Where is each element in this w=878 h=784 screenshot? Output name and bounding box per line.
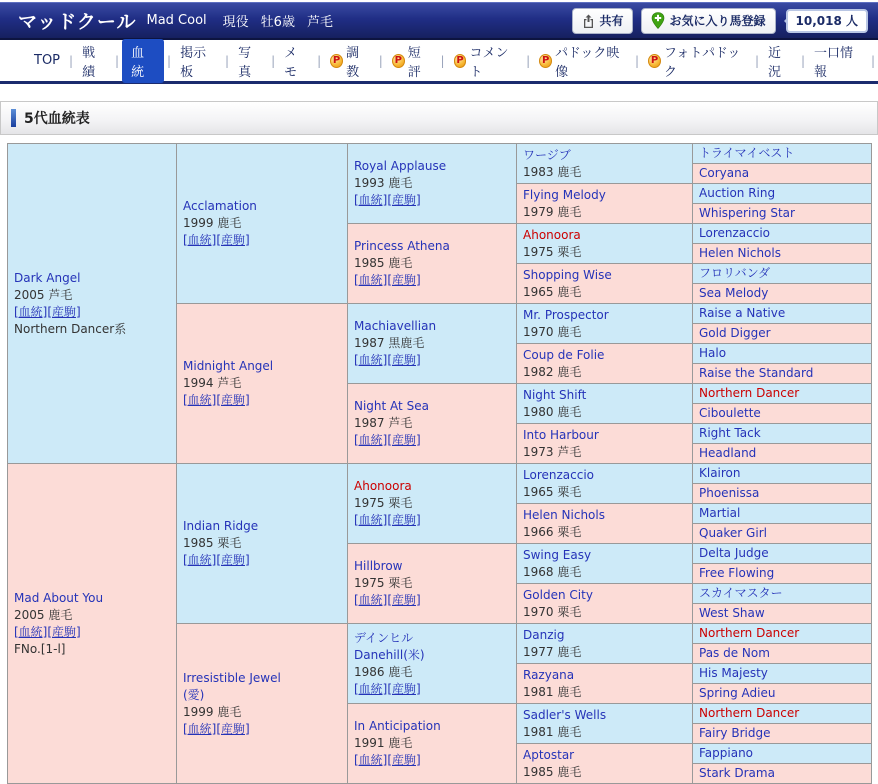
horse-links <box>183 392 345 409</box>
pedigree-cell-gen5 <box>693 284 872 304</box>
pedigree-cell-gen4 <box>517 384 693 424</box>
section-header <box>0 101 878 135</box>
offspring-link[interactable]: [産駒] <box>387 513 421 527</box>
pedigree-cell-gen5 <box>693 164 872 184</box>
nav-tab-comment[interactable]: P コメント <box>448 39 524 83</box>
pedigree-cell-gen5 <box>693 484 872 504</box>
horse-year-coat: 1975 栗毛 <box>523 244 582 259</box>
horse-name-link[interactable]: Raise a Native <box>699 306 786 320</box>
horse-sex-age: 牡6歳 <box>260 15 295 30</box>
horse-name-link[interactable]: Right Tack <box>699 426 761 440</box>
pedigree-cell-gen4 <box>517 504 693 544</box>
pedigree-cell-gen5 <box>693 564 872 584</box>
horse-name-link[interactable]: His Majesty <box>699 666 768 680</box>
pedigree-cell-gen5 <box>693 184 872 204</box>
premium-icon: P <box>392 54 405 68</box>
pedigree-cell-gen5 <box>693 544 872 564</box>
horse-year-coat: 1983 鹿毛 <box>523 164 582 179</box>
horse-name-link[interactable]: Lorenzaccio <box>699 226 770 240</box>
nav-tab-paddock-video[interactable]: P パドック映像 <box>533 39 632 83</box>
nav-separator: | <box>800 53 806 68</box>
nav-separator: | <box>754 53 760 68</box>
horse-name-link[interactable]: Pas de Nom <box>699 646 770 660</box>
horse-name-ja: マッドクール <box>18 11 137 33</box>
nav-tab-results[interactable]: 戦績 <box>82 45 96 80</box>
pedigree-cell-gen5 <box>693 644 872 664</box>
pedigree-cell-gen4 <box>517 144 693 184</box>
horse-header <box>0 2 878 40</box>
horse-links <box>354 352 514 369</box>
section-accent-bar <box>11 109 16 127</box>
horse-name-link[interactable]: Northern Dancer <box>699 706 800 720</box>
pedigree-cell-gen4 <box>517 464 693 504</box>
horse-extra-info: Northern Dancer系 <box>14 321 127 336</box>
horse-name-link[interactable]: Princess Athena <box>354 239 450 253</box>
pedigree-cell-gen5 <box>693 724 872 744</box>
horse-year-coat: 1965 鹿毛 <box>523 284 582 299</box>
horse-name-link[interactable]: Stark Drama <box>699 766 775 780</box>
horse-name-link[interactable]: Headland <box>699 446 757 460</box>
pedigree-cell-gen5 <box>693 244 872 264</box>
horse-links <box>183 552 345 569</box>
pedigree-cell-gen5 <box>693 524 872 544</box>
horse-name-link[interactable]: Midnight Angel <box>183 359 274 373</box>
pedigree-cell-gen3 <box>348 464 517 544</box>
pedigree-cell-gen4 <box>517 184 693 224</box>
horse-name-link[interactable]: Swing Easy <box>523 547 592 562</box>
horse-year-coat: 1985 鹿毛 <box>354 256 413 270</box>
offspring-link[interactable]: [産駒] <box>47 304 81 319</box>
horse-name-link[interactable]: Indian Ridge <box>183 519 259 533</box>
horse-year-coat: 1985 鹿毛 <box>523 764 582 779</box>
nav-separator: | <box>317 53 322 68</box>
horse-year-coat: 1994 芦毛 <box>183 376 242 390</box>
horse-name-link[interactable]: Helen Nichols <box>699 246 781 260</box>
horse-year-coat: 2005 芦毛 <box>14 287 73 302</box>
pedigree-cell-gen4 <box>517 704 693 744</box>
pedigree-cell-gen5 <box>693 464 872 484</box>
premium-icon: P <box>648 54 661 68</box>
pedigree-cell-gen2 <box>177 464 348 624</box>
blood-link[interactable]: [血統] <box>354 593 388 607</box>
horse-name-link[interactable]: Phoenissa <box>699 486 760 500</box>
pedigree-cell-gen4 <box>517 544 693 584</box>
blood-link[interactable]: [血統] <box>354 353 388 367</box>
horse-name-link[interactable]: Whispering Star <box>699 206 795 220</box>
pedigree-cell-gen5 <box>693 604 872 624</box>
nav-separator: | <box>440 53 445 68</box>
horse-year-coat: 1975 栗毛 <box>354 496 413 510</box>
nav-separator: | <box>115 53 120 68</box>
nav-tab-blood[interactable]: 血統 <box>122 39 164 83</box>
horse-name-link[interactable]: Mad About You <box>14 590 104 605</box>
horse-year-coat: 1975 栗毛 <box>354 576 413 590</box>
pedigree-cell-gen5 <box>693 684 872 704</box>
nav-tab-top[interactable]: TOP <box>34 53 61 68</box>
nav-tab-photo[interactable]: 写真 <box>238 45 252 80</box>
pedigree-row <box>8 144 872 164</box>
nav-separator: | <box>870 53 875 68</box>
horse-name-link[interactable]: Into Harbour <box>523 427 599 442</box>
pedigree-cell-gen3 <box>348 544 517 624</box>
offspring-link[interactable]: [産駒] <box>387 593 421 607</box>
horse-year-coat: 1981 鹿毛 <box>523 724 582 739</box>
horse-year-coat: 1981 鹿毛 <box>523 684 582 699</box>
horse-name-link[interactable]: Shopping Wise <box>523 267 612 282</box>
pedigree-cell-gen5 <box>693 664 872 684</box>
blood-link[interactable]: [血統] <box>183 721 217 736</box>
pedigree-cell-gen5 <box>693 384 872 404</box>
horse-name-secondary: Danehill(米) <box>354 647 425 662</box>
horse-name-secondary: (愛) <box>183 687 205 702</box>
share-button[interactable] <box>572 8 633 34</box>
offspring-link[interactable]: [産駒] <box>387 681 421 696</box>
horse-year-coat: 1980 鹿毛 <box>523 404 582 419</box>
share-label: 共有 <box>599 14 624 28</box>
pedigree-cell-gen5 <box>693 264 872 284</box>
horse-name-link[interactable]: Golden City <box>523 587 593 602</box>
offspring-link[interactable]: [産駒] <box>387 353 421 367</box>
horse-name-link[interactable]: Razyana <box>523 667 575 682</box>
horse-coat: 芦毛 <box>306 15 333 30</box>
pedigree-cell-gen3 <box>348 224 517 304</box>
nav-separator: | <box>378 53 383 68</box>
nav-tab-recent[interactable]: 近況 <box>768 45 782 80</box>
favorite-register-button[interactable] <box>641 8 775 34</box>
horse-links <box>354 192 514 209</box>
nav-tab-review[interactable]: P 短評 <box>386 39 438 83</box>
horse-name-link[interactable]: Quaker Girl <box>699 526 767 540</box>
horse-name-link[interactable]: Machiavellian <box>354 319 437 333</box>
horse-name-link[interactable]: Danzig <box>523 627 565 642</box>
horse-year-coat: 1986 鹿毛 <box>354 664 413 679</box>
favorite-pin-icon <box>651 12 665 29</box>
pedigree-cell-gen4 <box>517 624 693 664</box>
horse-year-coat: 1973 芦毛 <box>523 444 582 459</box>
horse-year-coat: 1987 芦毛 <box>354 416 413 430</box>
pedigree-cell-gen4 <box>517 344 693 384</box>
horse-name-link[interactable]: デインヒル <box>354 630 414 645</box>
nav-separator: | <box>69 53 74 68</box>
blood-link[interactable]: [血統] <box>14 624 48 639</box>
horse-status: 現役 <box>222 15 249 30</box>
pedigree-cell-gen4 <box>517 264 693 304</box>
horse-name-link[interactable]: ワージブ <box>523 147 571 162</box>
horse-year-coat: 1970 栗毛 <box>523 604 582 619</box>
blood-link[interactable]: [血統] <box>354 681 388 696</box>
pedigree-cell-gen5 <box>693 444 872 464</box>
horse-name-link[interactable]: Helen Nichols <box>523 507 605 522</box>
horse-name-link[interactable]: Coup de Folie <box>523 347 605 362</box>
pedigree-table-body <box>8 144 872 784</box>
horse-name-link[interactable]: Mr. Prospector <box>523 307 609 322</box>
horse-name-link[interactable]: Sea Melody <box>699 286 769 300</box>
offspring-link[interactable]: [産駒] <box>216 721 250 736</box>
pedigree-cell-gen4 <box>517 424 693 464</box>
horse-year-coat: 1970 鹿毛 <box>523 324 582 339</box>
nav-separator: | <box>526 53 531 68</box>
premium-icon: P <box>454 54 467 68</box>
horse-name-link[interactable]: Auction Ring <box>699 186 776 200</box>
blood-link[interactable]: [血統] <box>183 393 217 407</box>
blood-link[interactable]: [血統] <box>354 753 388 767</box>
horse-name-link[interactable]: Lorenzaccio <box>523 467 594 482</box>
pedigree-cell-gen5 <box>693 324 872 344</box>
horse-name-link[interactable]: Night Shift <box>523 387 587 402</box>
horse-name-link[interactable]: トライマイベスト <box>699 146 795 160</box>
horse-name-link[interactable]: In Anticipation <box>354 719 441 733</box>
horse-year-coat: 1991 鹿毛 <box>354 736 413 750</box>
nav-tab-training[interactable]: P 調教 <box>324 39 376 83</box>
horse-name-link[interactable]: Flying Melody <box>523 187 606 202</box>
horse-name-link[interactable]: Raise the Standard <box>699 366 814 380</box>
pedigree-cell-gen4 <box>517 584 693 624</box>
horse-name-link[interactable]: Fappiano <box>699 746 754 760</box>
pedigree-cell-gen5 <box>693 304 872 324</box>
pedigree-cell-gen5 <box>693 404 872 424</box>
horse-name-link[interactable]: スカイマスター <box>699 586 783 600</box>
horse-year-coat: 1968 鹿毛 <box>523 564 582 579</box>
horse-name-link[interactable]: Ciboulette <box>699 406 761 420</box>
pedigree-cell-gen2 <box>177 304 348 464</box>
horse-name-link[interactable]: Irresistible Jewel <box>183 670 281 685</box>
header-actions <box>572 8 868 34</box>
horse-year-coat: 1999 鹿毛 <box>183 704 242 719</box>
pedigree-cell-gen2 <box>177 144 348 304</box>
horse-name-link[interactable]: Delta Judge <box>699 546 769 560</box>
pedigree-cell-gen3 <box>348 704 517 784</box>
horse-year-coat: 2005 鹿毛 <box>14 607 73 622</box>
horse-name-link[interactable]: Royal Applause <box>354 159 447 173</box>
pedigree-cell-gen5 <box>693 364 872 384</box>
blood-link[interactable]: [血統] <box>354 513 388 527</box>
horse-year-coat: 1985 栗毛 <box>183 536 242 550</box>
pedigree-cell-gen5 <box>693 344 872 364</box>
horse-links <box>14 304 174 321</box>
horse-year-coat: 1965 栗毛 <box>523 484 582 499</box>
horse-name-link[interactable]: Acclamation <box>183 199 257 213</box>
blood-link[interactable]: [血統] <box>14 304 48 319</box>
blood-link[interactable]: [血統] <box>183 233 217 247</box>
horse-name-link[interactable]: West Shaw <box>699 606 765 620</box>
horse-nav <box>0 40 878 84</box>
horse-year-coat: 1993 鹿毛 <box>354 176 413 190</box>
horse-links <box>183 232 345 249</box>
pedigree-cell-gen5 <box>693 144 872 164</box>
horse-name-en: Mad Cool <box>146 13 207 28</box>
offspring-link[interactable]: [産駒] <box>216 393 250 407</box>
nav-separator: | <box>167 53 172 68</box>
horse-name-link[interactable]: Dark Angel <box>14 270 81 285</box>
horse-year-coat: 1966 栗毛 <box>523 524 582 539</box>
blood-link[interactable]: [血統] <box>354 433 388 447</box>
horse-year-coat: 1999 鹿毛 <box>183 216 242 230</box>
horse-name-link[interactable]: Ahonoora <box>354 479 412 493</box>
horse-year-coat: 1982 鹿毛 <box>523 364 582 379</box>
horse-links <box>354 432 514 449</box>
pedigree-cell-gen5 <box>693 704 872 724</box>
horse-name-link[interactable]: Ahonoora <box>523 227 581 242</box>
pedigree-cell-gen5 <box>693 224 872 244</box>
pedigree-cell-gen4 <box>517 304 693 344</box>
pedigree-cell-gen3 <box>348 304 517 384</box>
horse-name-link[interactable]: Hillbrow <box>354 559 403 573</box>
horse-year-coat: 1977 鹿毛 <box>523 644 582 659</box>
horse-name-link[interactable]: Fairy Bridge <box>699 726 771 740</box>
pedigree-cell-gen4 <box>517 744 693 784</box>
nav-separator: | <box>634 53 640 68</box>
offspring-link[interactable]: [産駒] <box>387 273 421 287</box>
pedigree-cell-gen5 <box>693 204 872 224</box>
blood-link[interactable]: [血統] <box>354 193 388 207</box>
blood-link[interactable]: [血統] <box>354 273 388 287</box>
pedigree-cell-gen3 <box>348 384 517 464</box>
favorite-count-badge: 10,018 人 <box>786 9 869 33</box>
pedigree-cell-gen3 <box>348 144 517 224</box>
horse-year-coat: 1979 鹿毛 <box>523 204 582 219</box>
nav-tab-photo-paddock[interactable]: P フォトパドック <box>642 39 752 83</box>
horse-name-link[interactable]: Northern Dancer <box>699 626 800 640</box>
horse-links <box>354 512 514 529</box>
nav-separator: | <box>271 53 276 68</box>
horse-name-link[interactable]: Gold Digger <box>699 326 771 340</box>
pedigree-cell-gen1 <box>8 464 177 784</box>
horse-links <box>354 272 514 289</box>
horse-name-link[interactable]: Aptostar <box>523 747 575 762</box>
share-icon <box>582 14 595 28</box>
favorite-label: お気に入り馬登録 <box>669 14 766 28</box>
horse-links <box>14 624 174 641</box>
horse-links <box>354 681 514 698</box>
pedigree-table <box>7 143 872 784</box>
horse-year-coat: 1987 黒鹿毛 <box>354 336 425 350</box>
pedigree-cell-gen5 <box>693 764 872 784</box>
horse-links <box>354 592 514 609</box>
horse-name-link[interactable]: Sadler's Wells <box>523 707 607 722</box>
horse-name-link[interactable]: Night At Sea <box>354 399 429 413</box>
horse-name-link[interactable]: Halo <box>699 346 727 360</box>
nav-tab-memo[interactable]: メモ <box>284 45 298 80</box>
blood-link[interactable]: [血統] <box>183 553 217 567</box>
offspring-link[interactable]: [産駒] <box>216 233 250 247</box>
horse-extra-info: FNo.[1-l] <box>14 641 66 656</box>
horse-name-link[interactable]: Spring Adieu <box>699 686 776 700</box>
nav-tab-board[interactable]: 掲示板 <box>180 45 207 80</box>
offspring-link[interactable]: [産駒] <box>387 753 421 767</box>
offspring-link[interactable]: [産駒] <box>47 624 81 639</box>
premium-icon: P <box>539 54 552 68</box>
offspring-link[interactable]: [産駒] <box>216 553 250 567</box>
pedigree-row <box>8 464 872 484</box>
horse-name-link[interactable]: フロリバンダ <box>699 266 771 280</box>
offspring-link[interactable]: [産駒] <box>387 433 421 447</box>
pedigree-cell-gen4 <box>517 664 693 704</box>
nav-separator: | <box>225 53 230 68</box>
pedigree-cell-gen5 <box>693 504 872 524</box>
horse-name-link[interactable]: Coryana <box>699 166 750 180</box>
pedigree-cell-gen5 <box>693 624 872 644</box>
horse-links <box>183 721 345 738</box>
nav-tab-club-info[interactable]: 一口情報 <box>814 45 854 80</box>
section-title: 5代血統表 <box>24 111 90 127</box>
pedigree-cell-gen5 <box>693 584 872 604</box>
pedigree-cell-gen4 <box>517 224 693 264</box>
horse-name-link[interactable]: Northern Dancer <box>699 386 800 400</box>
offspring-link[interactable]: [産駒] <box>387 193 421 207</box>
horse-name-link[interactable]: Martial <box>699 506 741 520</box>
pedigree-cell-gen2 <box>177 624 348 784</box>
pedigree-cell-gen3 <box>348 624 517 704</box>
premium-icon: P <box>330 54 343 68</box>
pedigree-cell-gen5 <box>693 424 872 444</box>
pedigree-cell-gen1 <box>8 144 177 464</box>
horse-name-link[interactable]: Free Flowing <box>699 566 775 580</box>
horse-name-link[interactable]: Klairon <box>699 466 741 480</box>
